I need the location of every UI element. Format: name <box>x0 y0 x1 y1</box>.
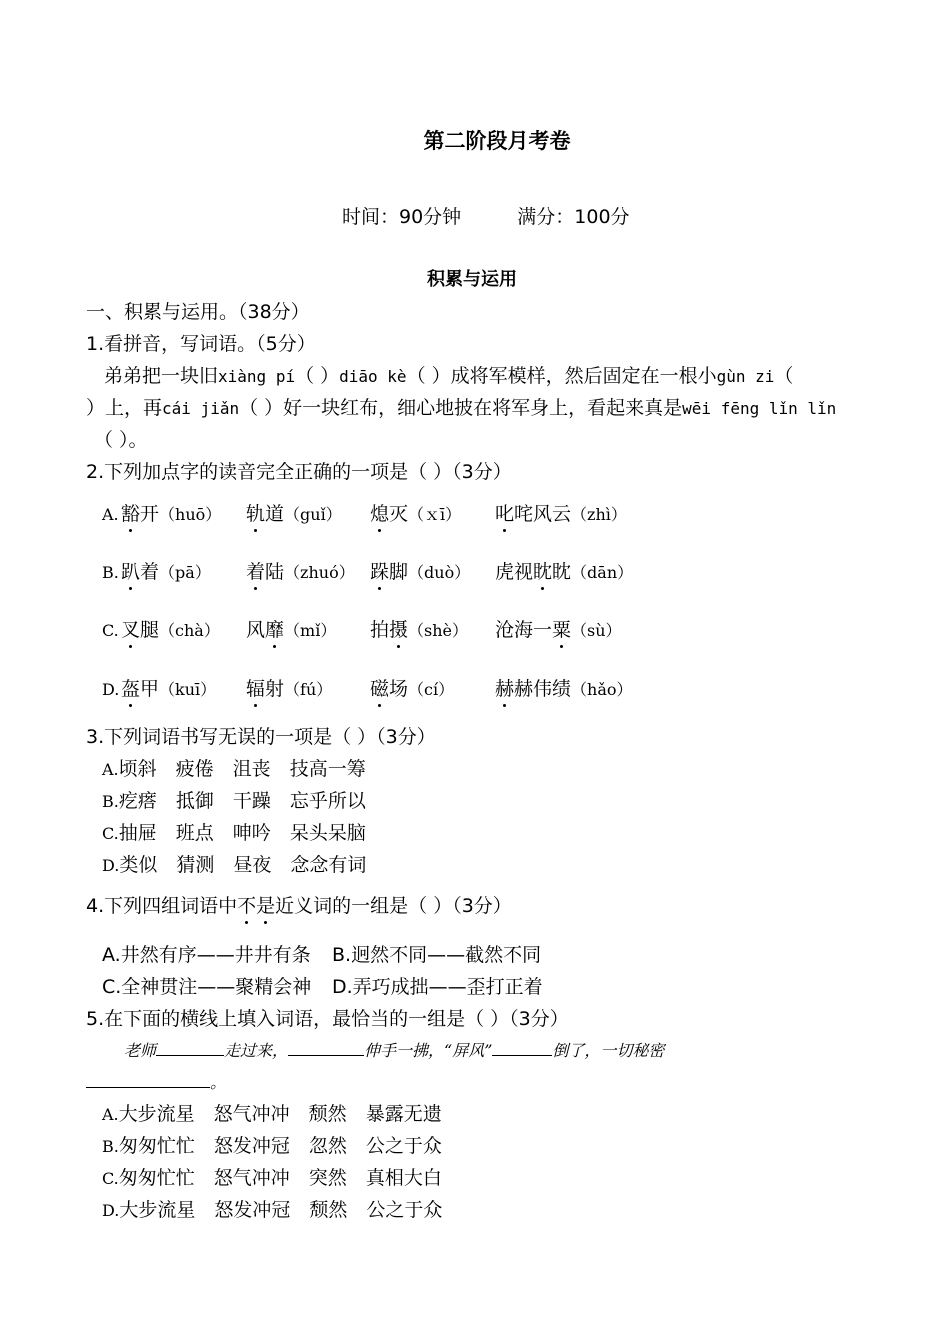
q4-option-d: D.弄巧成拙——歪打正着 <box>332 976 543 998</box>
word-text: 眈 <box>552 561 572 583</box>
q2-word-item <box>246 676 332 703</box>
option-label: B. <box>102 792 119 811</box>
q4-stem-text: 近义词的一组是（ ）（3分） <box>275 895 512 917</box>
q2-word-item <box>246 559 355 586</box>
q5-text: 伸手一拂，“屏风” <box>364 1041 493 1060</box>
option-word: 颓然 <box>309 1199 348 1221</box>
pinyin-reading: （duò） <box>408 563 471 582</box>
option-word: 抵御 <box>175 790 214 812</box>
q2-option-row <box>102 617 702 644</box>
option-label: C. <box>102 621 119 640</box>
word-text: 咤风云 <box>514 503 572 525</box>
q1-text: 成将军模样，然后固定在一根小 <box>450 365 717 387</box>
answer-blank: （ ） <box>239 397 284 419</box>
word-text: 腿 <box>140 619 160 641</box>
section-title: 积累与运用 <box>427 269 517 290</box>
q1-text: 上，再 <box>105 397 163 419</box>
option-word: 昼夜 <box>233 854 272 876</box>
q4-stem <box>86 893 512 919</box>
q3-option-row <box>102 788 366 815</box>
q2-option-row <box>102 676 702 703</box>
q5-sentence-line2 <box>86 1070 226 1096</box>
q2-word-item <box>495 559 633 586</box>
pinyin-reading: （fú） <box>284 680 333 699</box>
dotted-char: 趴 <box>121 561 141 583</box>
q4-row2 <box>102 974 543 1000</box>
word-text: 风 <box>246 619 266 641</box>
q2-word-item <box>121 676 216 703</box>
q2-option-row <box>102 559 702 586</box>
pinyin-reading: （huō） <box>159 505 222 524</box>
q2-word-item <box>121 501 221 528</box>
dotted-char: 熄 <box>370 503 390 525</box>
q5-option-row <box>102 1165 442 1192</box>
q5-text: 。 <box>210 1073 227 1092</box>
option-label: B. <box>102 1137 119 1156</box>
q1-line2 <box>86 395 836 422</box>
exam-meta <box>342 204 630 230</box>
q3-option-row <box>102 820 366 847</box>
time-limit: 时间：90分钟 <box>342 206 462 228</box>
pinyin-xiang-pi: xiàng pí <box>218 367 296 386</box>
option-word: 念念有词 <box>290 854 367 876</box>
option-word: 忘乎所以 <box>289 790 366 812</box>
option-word: 大步流星 <box>118 1103 195 1125</box>
option-label: D. <box>102 1201 120 1220</box>
pinyin-reading: （mǐ） <box>284 621 337 640</box>
pinyin-gun-zi: gùn zi <box>716 367 775 386</box>
pinyin-reading: （sù） <box>571 621 622 640</box>
word-text: 场 <box>389 678 409 700</box>
q5-option-row <box>102 1133 442 1160</box>
option-word: 怒发冲冠 <box>214 1199 291 1221</box>
q4-stem-text: 4.下列四组词语中 <box>86 895 238 917</box>
pinyin-reading: （chà） <box>159 621 220 640</box>
dotted-char: 靡 <box>265 619 285 641</box>
fill-blank <box>86 1071 210 1088</box>
q2-word-item <box>121 559 211 586</box>
option-word: 班点 <box>175 822 214 844</box>
pinyin-diao-ke: diāo kè <box>339 367 407 386</box>
pinyin-reading: （kuī） <box>159 680 217 699</box>
option-label: C. <box>102 824 119 843</box>
q2-word-item <box>246 501 342 528</box>
q2-word-item <box>370 617 468 644</box>
q4-option-a: A.井然有序——井井有条 <box>102 944 311 966</box>
q2-word-item <box>495 676 633 703</box>
dotted-char: 叱 <box>495 503 515 525</box>
option-word: 匆匆忙忙 <box>118 1135 195 1157</box>
word-text: 甲 <box>140 678 160 700</box>
q2-option-row <box>102 501 702 528</box>
fill-blank <box>156 1039 224 1056</box>
fill-blank <box>492 1039 552 1056</box>
option-word: 暴露无遗 <box>365 1103 442 1125</box>
q4-option-c: C.全神贯注——聚精会神 <box>102 976 312 998</box>
word-text: 虎视 <box>495 561 534 583</box>
option-word: 呻吟 <box>232 822 271 844</box>
q2-word-item <box>121 617 220 644</box>
pinyin-reading: （zhì） <box>571 505 627 524</box>
pinyin-cai-jian: cái jiǎn <box>162 399 240 418</box>
q3-stem: 3.下列词语书写无误的一项是（ ）（3分） <box>86 726 436 748</box>
option-word: 公之于众 <box>365 1135 442 1157</box>
dotted-char: 是 <box>256 895 276 917</box>
dotted-char: 磁 <box>370 678 390 700</box>
word-text: 开 <box>140 503 160 525</box>
q2-stem: 2.下列加点字的读音完全正确的一项是（ ）（3分） <box>86 461 512 483</box>
q5-option-row <box>102 1197 442 1224</box>
q3-option-row <box>102 852 366 879</box>
q1-text: 好一块红布，细心地披在将军身上，看起来真是 <box>283 397 683 419</box>
option-word: 类似 <box>119 854 158 876</box>
dotted-char: 赫 <box>495 678 515 700</box>
option-label: A. <box>102 1105 119 1124</box>
q2-word-item <box>370 501 461 528</box>
pinyin-reading: （zhuó） <box>284 563 355 582</box>
option-word: 匆匆忙忙 <box>118 1167 195 1189</box>
option-word: 疲倦 <box>175 758 214 780</box>
option-word: 猜测 <box>176 854 215 876</box>
dotted-char: 摄 <box>389 619 409 641</box>
dotted-char: 轨 <box>246 503 266 525</box>
exam-title: 第二阶段月考卷 <box>423 129 571 153</box>
dotted-char: 不 <box>237 895 257 917</box>
q2-word-item <box>370 676 454 703</box>
dotted-char: 叉 <box>121 619 141 641</box>
option-label: C. <box>102 1169 119 1188</box>
word-text: 灭 <box>389 503 409 525</box>
option-word: 抽屉 <box>118 822 157 844</box>
pinyin-reading: （shè） <box>408 621 469 640</box>
q1-line1 <box>104 363 793 390</box>
pinyin-reading: （hǎo） <box>571 680 633 699</box>
pinyin-reading: （pā） <box>159 563 211 582</box>
option-label: D. <box>102 680 120 699</box>
q2-word-item <box>495 501 627 528</box>
part1-heading: 一、积累与运用。（38分） <box>86 301 310 323</box>
word-text: 拍 <box>370 619 390 641</box>
option-word: 颓然 <box>308 1103 347 1125</box>
dotted-char: 辐 <box>246 678 266 700</box>
q4-row1 <box>102 942 541 968</box>
option-word: 怒气冲冲 <box>213 1103 290 1125</box>
pinyin-reading: （cí） <box>408 680 455 699</box>
option-word: 大步流星 <box>119 1199 196 1221</box>
q5-stem: 5.在下面的横线上填入词语，最恰当的一组是（ ）（3分） <box>86 1008 569 1030</box>
fill-blank <box>288 1039 364 1056</box>
q5-sentence-line1 <box>124 1038 664 1064</box>
option-word: 沮丧 <box>232 758 271 780</box>
word-text: 陆 <box>265 561 285 583</box>
dotted-char: 眈 <box>533 561 553 583</box>
option-word: 忽然 <box>308 1135 347 1157</box>
option-word: 呆头呆脑 <box>289 822 366 844</box>
pinyin-reading: （guǐ） <box>284 505 342 524</box>
option-word: 怒发冲冠 <box>213 1135 290 1157</box>
q2-word-item <box>495 617 622 644</box>
pinyin-reading: （ｘī） <box>408 505 462 524</box>
option-word: 突然 <box>308 1167 347 1189</box>
dotted-char: 豁 <box>121 503 141 525</box>
option-word: 顷斜 <box>118 758 157 780</box>
q5-text: 老师 <box>124 1041 157 1060</box>
option-label: A. <box>102 760 119 779</box>
word-text: 赫伟绩 <box>514 678 572 700</box>
dotted-char: 粟 <box>552 619 572 641</box>
dotted-char: 着 <box>246 561 266 583</box>
option-word: 干躁 <box>232 790 271 812</box>
pinyin-reading: （dān） <box>571 563 634 582</box>
option-word: 疙瘩 <box>118 790 157 812</box>
dotted-char: 盔 <box>121 678 141 700</box>
word-text: 射 <box>265 678 285 700</box>
word-text: 沧海一 <box>495 619 553 641</box>
option-label: A. <box>102 505 119 524</box>
q2-word-item <box>370 559 470 586</box>
option-word: 真相大白 <box>365 1167 442 1189</box>
q1-stem: 1.看拼音，写词语。（5分） <box>86 333 316 355</box>
q2-word-item <box>246 617 336 644</box>
answer-blank: （ ） <box>406 365 451 387</box>
option-word: 公之于众 <box>366 1199 443 1221</box>
q5-text: 走过来， <box>224 1041 289 1060</box>
answer-blank-open: （ <box>774 365 794 387</box>
option-word: 怒气冲冲 <box>213 1167 290 1189</box>
word-text: 着 <box>140 561 160 583</box>
q5-option-row <box>102 1101 442 1128</box>
option-word: 技高一筹 <box>289 758 366 780</box>
q1-text: 弟弟把一块旧 <box>104 365 219 387</box>
q4-option-b: B.迥然不同——截然不同 <box>332 944 542 966</box>
q5-text: 倒了，一切秘密 <box>552 1041 665 1060</box>
pinyin-wei-feng-lin-lin: wēi fēng lǐn lǐn <box>682 399 837 418</box>
full-score: 满分：100分 <box>517 206 630 228</box>
answer-blank-close: ） <box>86 397 106 419</box>
word-text: 道 <box>265 503 285 525</box>
option-label: D. <box>102 856 120 875</box>
option-label: B. <box>102 563 119 582</box>
q1-line3: （ ）。 <box>94 429 148 451</box>
q3-option-row <box>102 756 366 783</box>
word-text: 脚 <box>389 561 409 583</box>
answer-blank: （ ） <box>295 365 340 387</box>
dotted-char: 跺 <box>370 561 390 583</box>
